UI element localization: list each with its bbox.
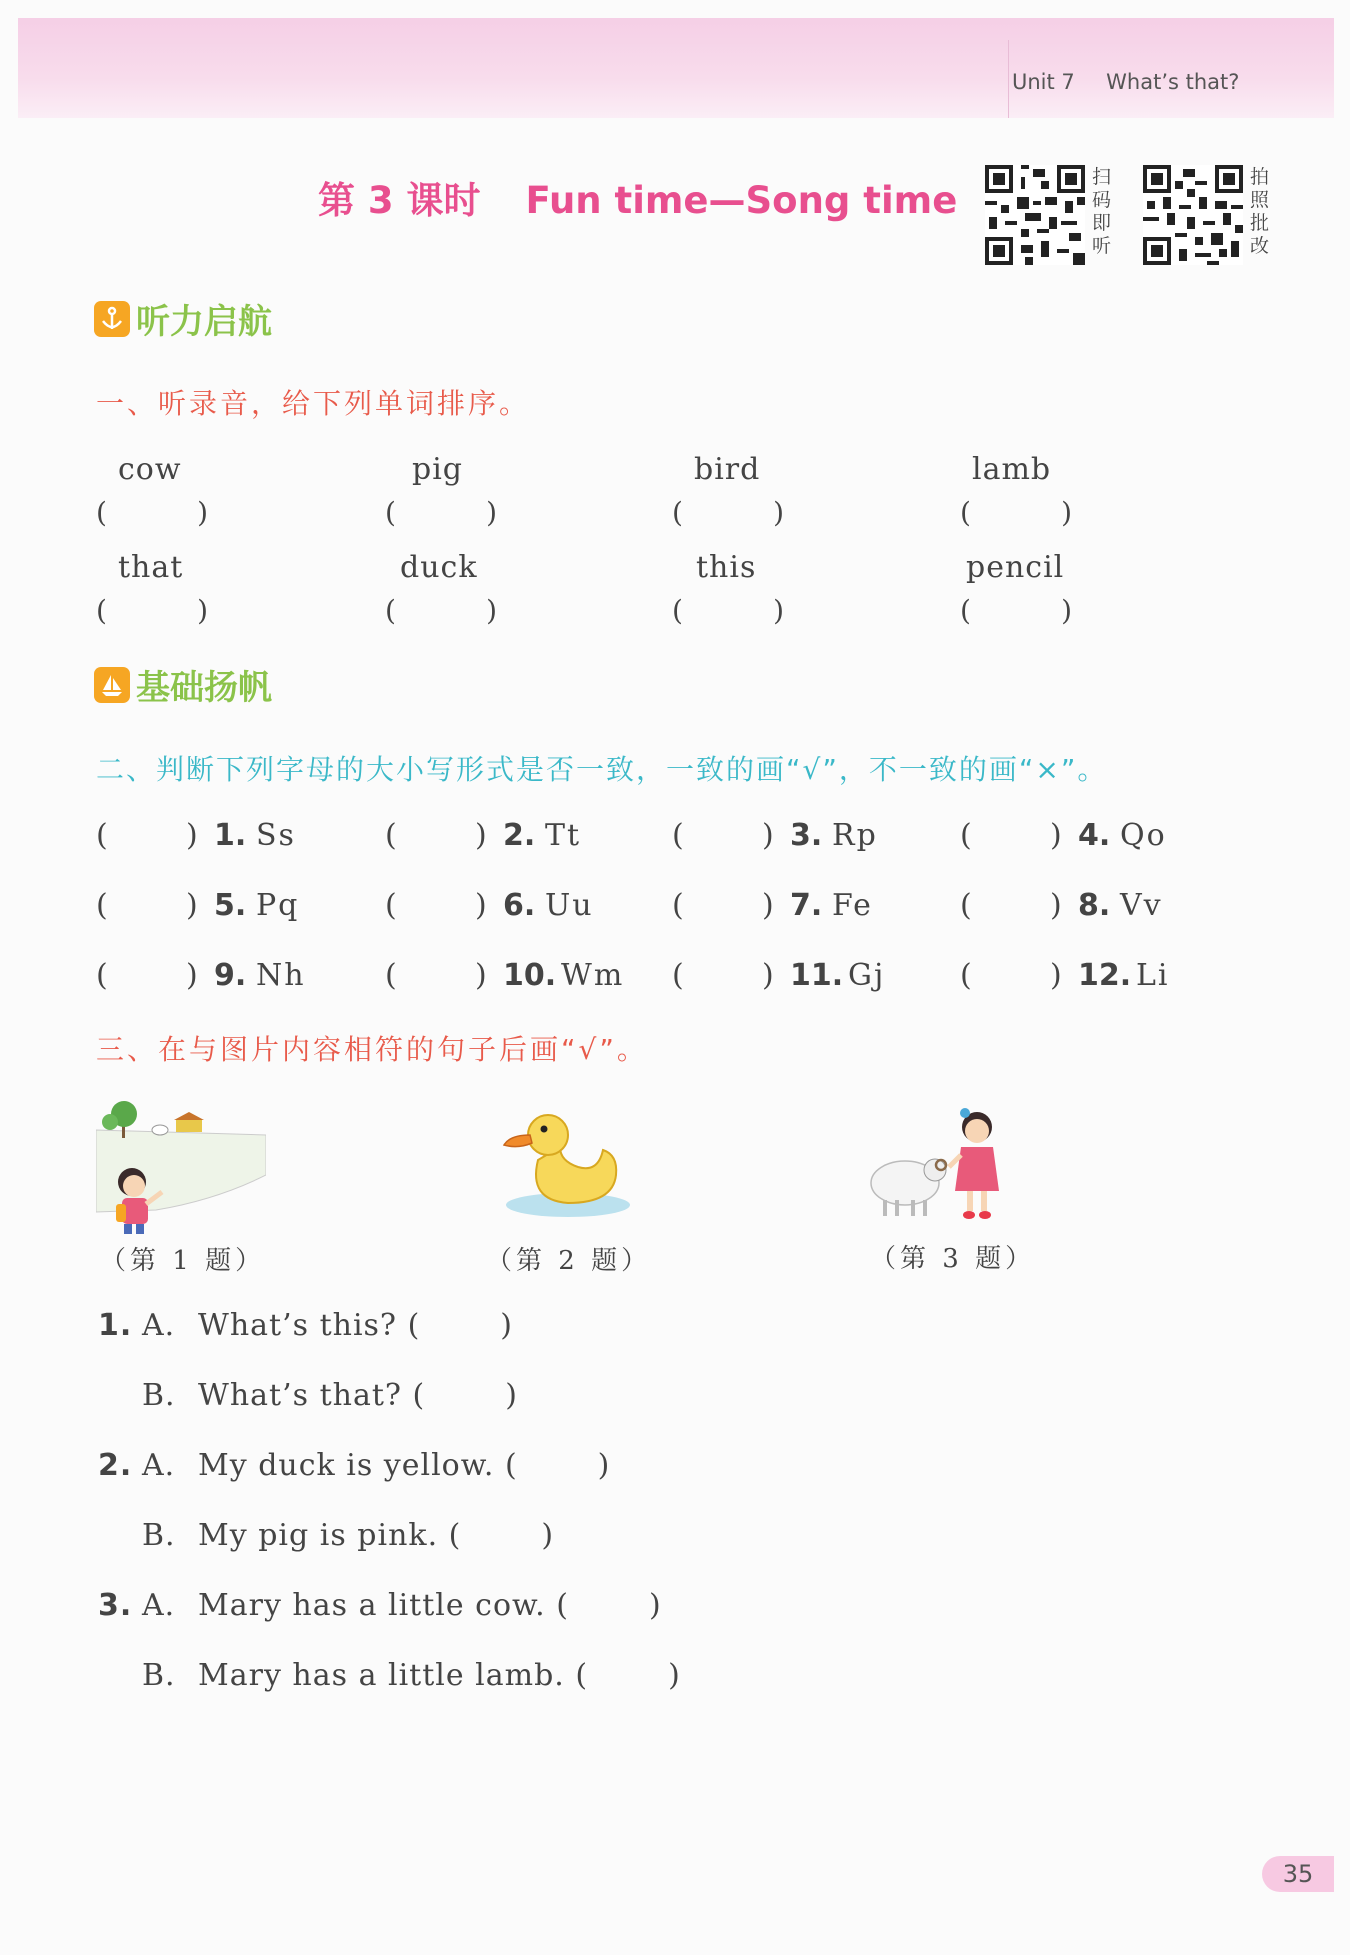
- unit-title: What’s that?: [1106, 70, 1240, 94]
- lesson-name: Fun time—Song time: [525, 179, 958, 222]
- section-listening-header: [94, 294, 272, 343]
- question-2-option-b[interactable]: B. My pig is pink. ( ): [142, 1518, 555, 1553]
- unit-number: Unit 7: [1012, 70, 1075, 94]
- qr-code-listen[interactable]: [985, 165, 1085, 265]
- question-1-option-b[interactable]: B. What’s that? ( ): [142, 1378, 518, 1413]
- question-3-option-b[interactable]: B. Mary has a little lamb. ( ): [142, 1658, 681, 1693]
- word-that: that: [118, 550, 184, 585]
- question-1-option-a[interactable]: 1. A. What’s this? ( ): [98, 1308, 514, 1343]
- picture-caption-3: （第 3 题）: [870, 1244, 1036, 1274]
- picture-girl-with-lamb: [865, 1105, 1015, 1225]
- picture-caption-1: （第 1 题）: [100, 1246, 266, 1276]
- picture-caption-2: （第 2 题）: [486, 1246, 652, 1276]
- word-this: this: [696, 550, 757, 585]
- sailboat-icon: [94, 667, 130, 703]
- word-duck: duck: [400, 550, 478, 585]
- page-number: 35: [1262, 1856, 1334, 1892]
- section-basics-header: [94, 660, 272, 709]
- question-2-instruction: 二、判断下列字母的大小写形式是否一致，一致的画“√”，不一致的画“×”。: [96, 753, 1108, 786]
- word-pencil: pencil: [966, 550, 1065, 585]
- unit-label: [1012, 70, 1239, 94]
- word-lamb: lamb: [972, 452, 1052, 487]
- qr-label-correct: 拍照批改: [1250, 166, 1270, 257]
- picture-girl-pointing-farm: [96, 1100, 266, 1235]
- section-basics-title: 基础扬帆: [136, 668, 272, 708]
- qr-code-correct[interactable]: [1143, 165, 1243, 265]
- question-1-instruction: 一、听录音，给下列单词排序。: [96, 387, 531, 420]
- qr-label-listen: 扫码即听: [1092, 166, 1112, 257]
- lesson-title: [318, 170, 957, 224]
- header-band: [18, 18, 1334, 118]
- picture-yellow-duck: [498, 1105, 633, 1220]
- question-3-instruction: 三、在与图片内容相符的句子后画“√”。: [96, 1033, 648, 1066]
- word-cow: cow: [118, 452, 182, 487]
- word-bird: bird: [694, 452, 761, 487]
- word-pig: pig: [412, 452, 464, 487]
- section-listening-title: 听力启航: [136, 302, 272, 342]
- lesson-period: 第 3 课时: [318, 179, 481, 222]
- question-3-option-a[interactable]: 3. A. Mary has a little cow. ( ): [98, 1588, 662, 1623]
- header-separator: [1008, 40, 1009, 118]
- anchor-icon: [94, 301, 130, 337]
- question-2-option-a[interactable]: 2. A. My duck is yellow. ( ): [98, 1448, 611, 1483]
